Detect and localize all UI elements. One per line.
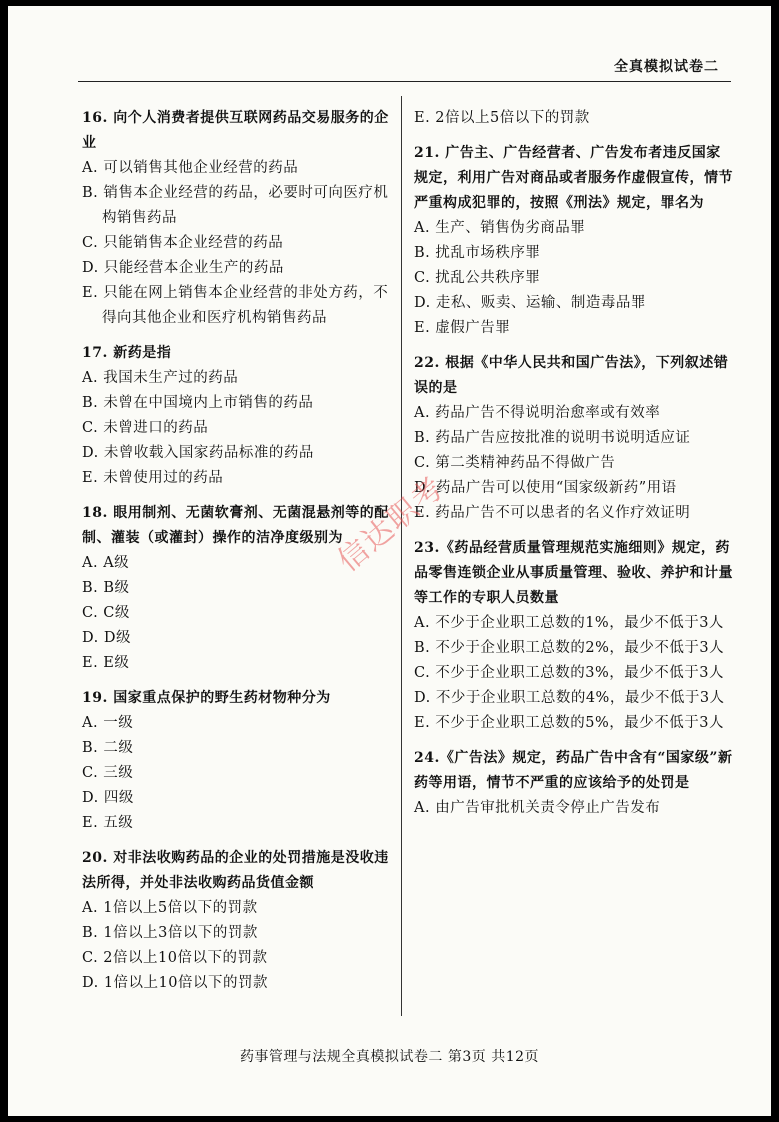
answer-option: C. 扰乱公共秩序罪 xyxy=(414,270,541,286)
answer-option: D. 走私、贩卖、运输、制造毒品罪 xyxy=(414,295,646,311)
answer-option: A. 不少于企业职工总数的1%，最少不低于3人 xyxy=(414,615,724,631)
header-title: 全真模拟试卷二 xyxy=(614,59,719,75)
question-block xyxy=(414,536,734,736)
question-block xyxy=(82,106,392,331)
answer-option: D. 1倍以上10倍以下的罚款 xyxy=(82,975,269,991)
right-column xyxy=(414,106,734,831)
question-stem: 23.《药品经营质量管理规范实施细则》规定，药品零售连锁企业从事质量管理、验收、养护和计量等工作的专职人员数量 xyxy=(414,540,733,606)
answer-option: E. 虚假广告罪 xyxy=(414,320,511,336)
answer-option: B. 1倍以上3倍以下的罚款 xyxy=(82,925,258,941)
answer-option: B. 二级 xyxy=(82,740,134,756)
answer-option: A. A级 xyxy=(82,555,130,571)
question-stem: 24.《广告法》规定，药品广告中含有“国家级”新药等用语，情节不严重的应该给予的处罚是 xyxy=(414,750,733,791)
answer-option: B. 药品广告应按批准的说明书说明适应证 xyxy=(414,430,691,446)
answer-option: B. 销售本企业经营的药品，必要时可向医疗机构销售药品 xyxy=(82,185,389,226)
answer-option: E. 五级 xyxy=(82,815,134,831)
question-block xyxy=(82,846,392,996)
question-stem: 16. 向个人消费者提供互联网药品交易服务的企业 xyxy=(82,110,389,151)
answer-option: A. 可以销售其他企业经营的药品 xyxy=(82,160,299,176)
answer-option: E. E级 xyxy=(82,655,130,671)
answer-option: A. 一级 xyxy=(82,715,134,731)
answer-option: C. 第二类精神药品不得做广告 xyxy=(414,455,616,471)
question-block xyxy=(82,686,392,836)
left-column xyxy=(82,106,392,1006)
answer-option: A. 由广告审批机关责令停止广告发布 xyxy=(414,800,661,816)
question-stem: 18. 眼用制剂、无菌软膏剂、无菌混悬剂等的配制、灌装（或灌封）操作的洁净度级别为 xyxy=(82,505,389,546)
question-block xyxy=(414,351,734,526)
answer-option: D. 不少于企业职工总数的4%，最少不低于3人 xyxy=(414,690,725,706)
question-stem: 22. 根据《中华人民共和国广告法》，下列叙述错误的是 xyxy=(414,355,729,396)
answer-option: B. 不少于企业职工总数的2%，最少不低于3人 xyxy=(414,640,725,656)
column-divider xyxy=(401,96,402,1016)
answer-option: D. 四级 xyxy=(82,790,134,806)
answer-option: A. 生产、销售伪劣商品罪 xyxy=(414,220,586,236)
answer-option: C. C级 xyxy=(82,605,130,621)
page-footer: 药事管理与法规全真模拟试卷二 第3页 共12页 xyxy=(239,1049,540,1065)
question-block xyxy=(414,746,734,821)
answer-option: D. 只能经营本企业生产的药品 xyxy=(82,260,284,276)
answer-option: C. 只能销售本企业经营的药品 xyxy=(82,235,284,251)
question-block xyxy=(82,501,392,676)
answer-option: B. 未曾在中国境内上市销售的药品 xyxy=(82,395,314,411)
answer-option: D. D级 xyxy=(82,630,131,646)
answer-option: C. 2倍以上10倍以下的罚款 xyxy=(82,950,268,966)
answer-option: D. 药品广告可以使用“国家级新药”用语 xyxy=(414,480,677,496)
answer-option: E. 药品广告不可以患者的名义作疗效证明 xyxy=(414,505,691,521)
question-stem: 19. 国家重点保护的野生药材物种分为 xyxy=(82,690,331,706)
question-stem: 21. 广告主、广告经营者、广告发布者违反国家规定，利用广告对商品或者服务作虚假宣传，情节严重构成犯罪的，按照《刑法》规定，罪名为 xyxy=(414,145,733,211)
answer-option: A. 药品广告不得说明治愈率或有效率 xyxy=(414,405,661,421)
question-block xyxy=(82,341,392,491)
answer-option: D. 未曾收载入国家药品标准的药品 xyxy=(82,445,314,461)
answer-option: E. 不少于企业职工总数的5%，最少不低于3人 xyxy=(414,715,725,731)
answer-option: E. 只能在网上销售本企业经营的非处方药，不得向其他企业和医疗机构销售药品 xyxy=(82,285,389,326)
answer-option: A. 我国未生产过的药品 xyxy=(82,370,239,386)
question-stem: 20. 对非法收购药品的企业的处罚措施是没收违法所得，并处非法收购药品货值金额 xyxy=(82,850,389,891)
watermark-text: 信达职考 xyxy=(331,469,452,579)
question-block xyxy=(414,141,734,341)
answer-option: C. 未曾进口的药品 xyxy=(82,420,209,436)
carry-over-option: E. 2倍以上5倍以下的罚款 xyxy=(414,110,590,126)
question-stem: 17. 新药是指 xyxy=(82,345,172,361)
right-questions xyxy=(414,141,734,821)
answer-option: B. B级 xyxy=(82,580,130,596)
answer-option: B. 扰乱市场秩序罪 xyxy=(414,245,541,261)
answer-option: C. 不少于企业职工总数的3%，最少不低于3人 xyxy=(414,665,725,681)
exam-page xyxy=(8,6,771,1116)
answer-option: E. 未曾使用过的药品 xyxy=(82,470,224,486)
answer-option: C. 三级 xyxy=(82,765,134,781)
header-rule xyxy=(78,81,731,82)
answer-option: A. 1倍以上5倍以下的罚款 xyxy=(82,900,258,916)
